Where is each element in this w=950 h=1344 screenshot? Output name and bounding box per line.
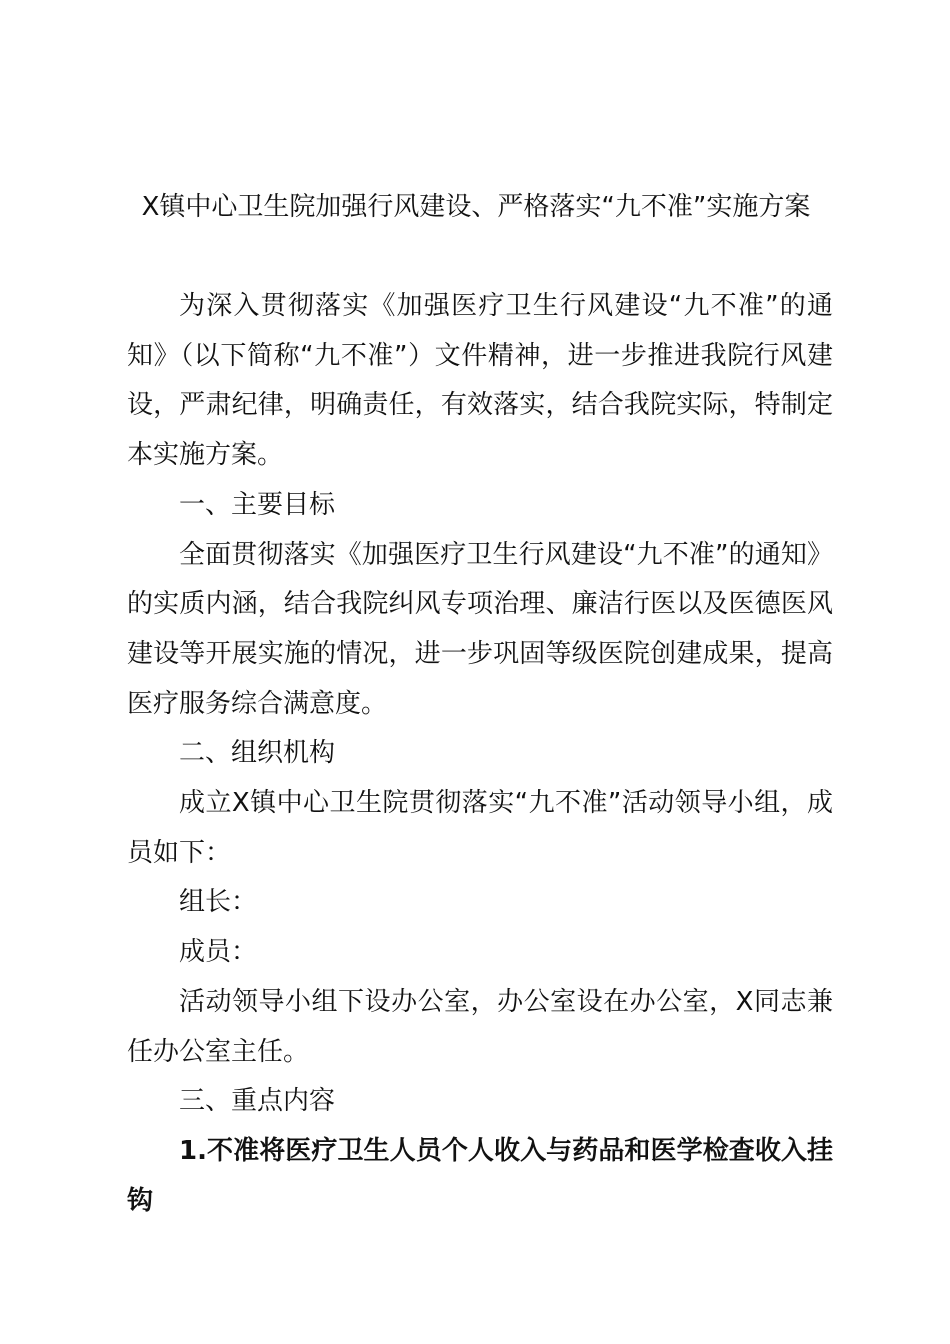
group-leader-line: 组长：	[179, 887, 258, 918]
main-goals-paragraph: 全面贯彻落实《加强医疗卫生行风建设“九不准”的通知》的实质内涵，结合我院纠风专项治理、廉洁行医以及医德医风建设等开展实施的情况，进一步巩固等级医院创建成果，提高医疗服务综合满意度。	[127, 539, 833, 719]
organization-paragraph: 成立X镇中心卫生院贯彻落实“九不准”活动领导小组，成员如下：	[127, 788, 833, 868]
section-heading-key-content: 三、重点内容	[179, 1086, 336, 1117]
key-content-item-1: 1.不准将医疗卫生人员个人收入与药品和医学检查收入挂钩	[127, 1135, 833, 1216]
members-line: 成员：	[179, 937, 258, 968]
document-title: X镇中心卫生院加强行风建设、严格落实“九不准”实施方案	[141, 192, 811, 222]
document-body	[127, 282, 833, 1226]
section-heading-organization: 二、组织机构	[179, 738, 336, 769]
office-paragraph: 活动领导小组下设办公室，办公室设在办公室，X同志兼任办公室主任。	[127, 986, 833, 1067]
intro-paragraph: 为深入贯彻落实《加强医疗卫生行风建设“九不准”的通知》（以下简称“九不准”）文件精神，进一步推进我院行风建设，严肃纪律，明确责任，有效落实，结合我院实际，特制定本实施方案。	[127, 291, 833, 471]
section-heading-main-goals: 一、主要目标	[179, 489, 336, 520]
